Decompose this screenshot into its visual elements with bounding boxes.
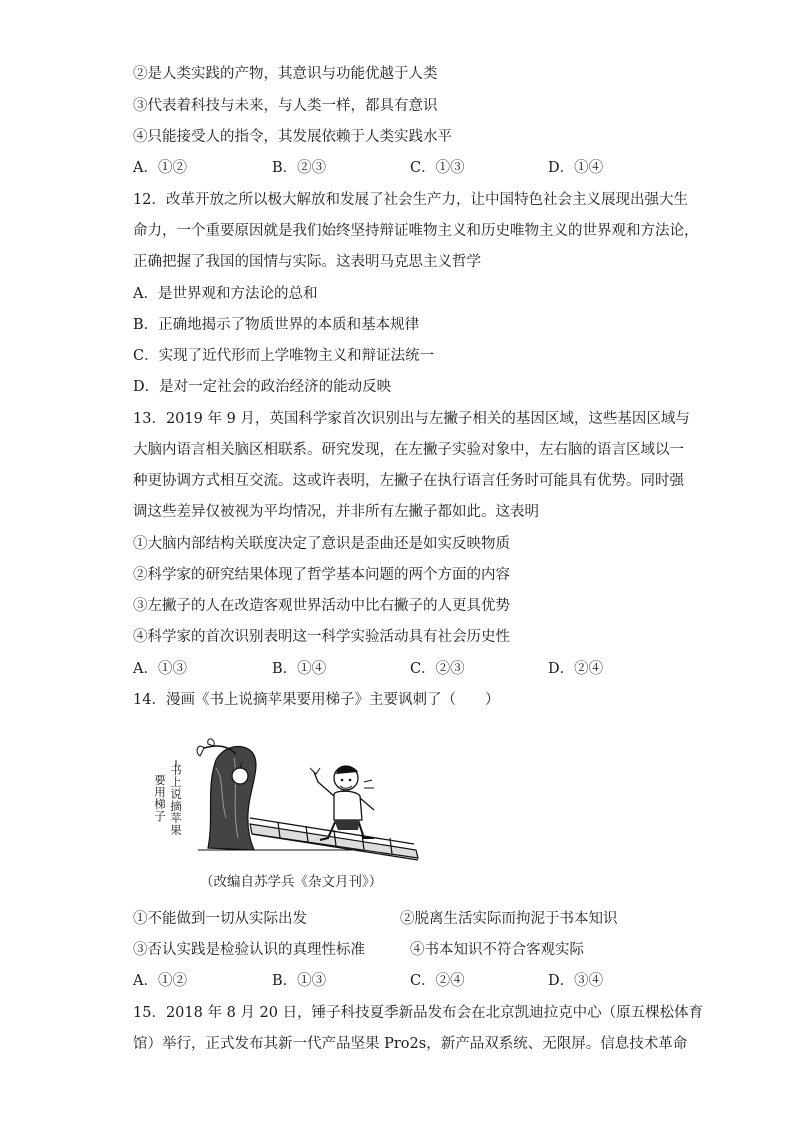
q13-stem-2: 大脑内语言相关脑区相联系。研究发现，在左撇子实验对象中，左右脑的语言区域以一: [133, 442, 684, 458]
q14-item-2: ②脱离生活实际而拘泥于书本知识: [400, 911, 618, 927]
q13-option-c: C．②③: [410, 661, 465, 677]
cartoon-caption: （改编自苏学兵《杂文月刊》）: [200, 874, 383, 890]
q14-option-a: A．①②: [133, 973, 187, 989]
q12-stem-2: 命力，一个重要原因就是我们始终坚持辩证唯物主义和历史唯物主义的世界观和方法论，: [133, 223, 699, 239]
q13-option-d: D．②④: [548, 661, 604, 677]
q13-item-2: ②科学家的研究结果体现了哲学基本问题的两个方面的内容: [133, 567, 510, 583]
q12-stem-1: 12．改革开放之所以极大解放和发展了社会生产力，让中国特色社会主义展现出强大生: [133, 192, 688, 208]
q13-item-1: ①大脑内部结构关联度决定了意识是歪曲还是如实反映物质: [133, 536, 510, 552]
q11-option-b: B．②③: [272, 160, 327, 176]
q13-stem-1: 13．2019 年 9 月，英国科学家首次识别出与左撇子相关的基因区域，这些基因区域与: [133, 411, 690, 427]
cartoon-label-left: 要用梯子: [154, 773, 166, 823]
q13-stem-3: 种更协调方式相互交流。这或许表明，左撇子在执行语言任务时可能具有优势。同时强: [133, 473, 684, 489]
q13-option-b: B．①④: [272, 661, 327, 677]
q14-stem: 14．漫画《书上说摘苹果要用梯子》主要讽刺了（ ）: [133, 692, 500, 708]
q13-option-a: A．①③: [133, 661, 187, 677]
q11-item-3: ③代表着科技与未来，与人类一样，都具有意识: [133, 98, 438, 114]
q11-option-d: D．①④: [548, 160, 604, 176]
q14-option-b: B．①③: [272, 973, 327, 989]
q11-option-a: A．①②: [133, 160, 187, 176]
cartoon-drawing: [168, 738, 428, 868]
q14-option-d: D．③④: [548, 973, 604, 989]
q11-item-4: ④只能接受人的指令，其发展依赖于人类实践水平: [133, 129, 452, 145]
q12-choice-d: D．是对一定社会的政治经济的能动反映: [133, 379, 392, 395]
q11-item-2: ②是人类实践的产物，其意识与功能优越于人类: [133, 66, 438, 82]
q11-option-c: C．①③: [410, 160, 465, 176]
q12-stem-3: 正确把握了我国的国情与实际。这表明马克思主义哲学: [133, 254, 481, 270]
q15-stem-1: 15．2018 年 8 月 20 日，锤子科技夏季新品发布会在北京凯迪拉克中心（原五棵松体育: [133, 1005, 704, 1021]
q12-choice-b: B．正确地揭示了物质世界的本质和基本规律: [133, 317, 420, 333]
q13-stem-4: 调这些差异仅被视为平均情况，并非所有左撇子都如此。这表明: [133, 504, 539, 520]
q13-item-3: ③左撇子的人在改造客观世界活动中比右撇子的人更具优势: [133, 598, 510, 614]
q14-item-3: ③否认实践是检验认识的真理性标准: [133, 942, 365, 958]
q14-cartoon: [154, 738, 428, 868]
q14-option-c: C．②④: [410, 973, 465, 989]
q12-choice-a: A．是世界观和方法论的总和: [133, 286, 318, 302]
q13-item-4: ④科学家的首次识别表明这一科学实验活动具有社会历史性: [133, 629, 510, 645]
q14-item-4: ④书本知识不符合客观实际: [410, 942, 584, 958]
q14-item-1: ①不能做到一切从实际出发: [133, 911, 307, 927]
cartoon-label-right: 书上说摘苹果: [170, 763, 182, 837]
q12-choice-c: C．实现了近代形而上学唯物主义和辩证法统一: [133, 348, 435, 364]
q15-stem-2: 馆）举行，正式发布其新一代产品坚果 Pro2s，新产品双系统、无限屏。信息技术革命: [133, 1036, 688, 1052]
